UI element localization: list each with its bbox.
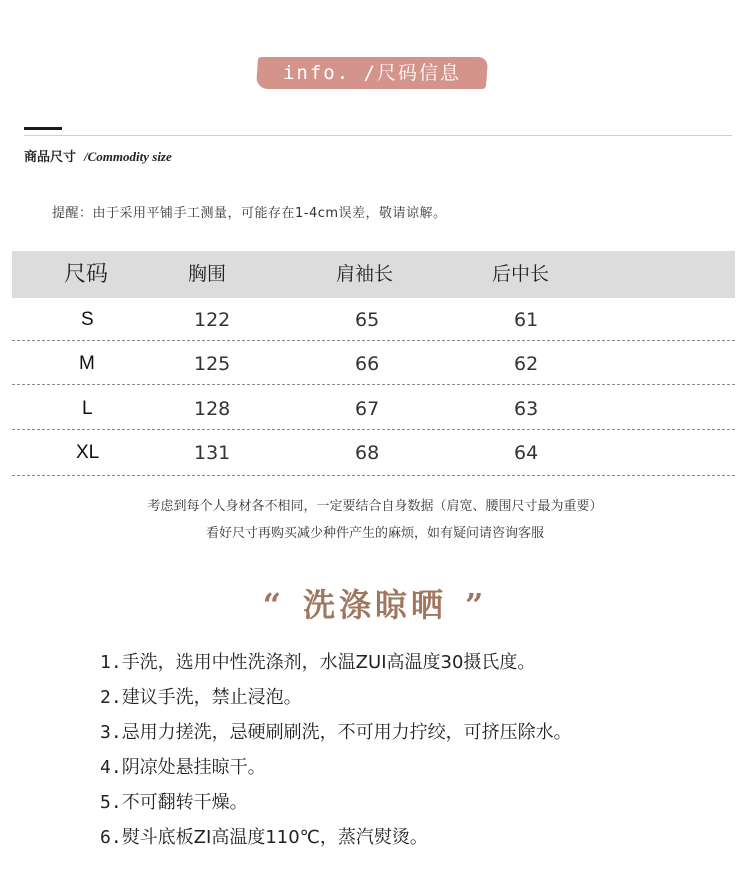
table-cell-sleeve: 68 <box>355 442 380 464</box>
divider <box>24 135 732 136</box>
section-label-en: /Commodity size <box>84 149 172 164</box>
table-cell-size: S <box>81 309 94 330</box>
table-cell-chest: 122 <box>194 309 231 331</box>
care-title-text: 洗涤晾晒 <box>302 586 447 624</box>
table-cell-chest: 131 <box>194 442 231 464</box>
care-item-text: 手洗，选用中性洗涤剂，水温ZUI高温度30摄氏度。 <box>121 652 536 673</box>
table-cell-sleeve: 66 <box>355 353 380 375</box>
care-item-number: 2. <box>100 687 122 708</box>
size-note-2: 看好尺寸再购买减少种件产生的麻烦，如有疑问请咨询客服 <box>205 526 544 541</box>
care-item <box>100 718 572 753</box>
row-divider <box>12 475 735 476</box>
table-cell-size: XL <box>76 442 100 463</box>
care-item <box>100 788 572 823</box>
care-title <box>0 580 750 626</box>
table-cell-length: 64 <box>514 442 539 464</box>
care-item-number: 1. <box>100 652 122 673</box>
row-divider <box>12 384 735 385</box>
care-item-number: 3. <box>100 722 122 743</box>
section-label <box>24 146 172 165</box>
table-header-sleeve: 肩袖长 <box>336 263 394 285</box>
care-item <box>100 753 572 788</box>
care-item <box>100 648 572 683</box>
table-cell-size: M <box>79 353 95 374</box>
table-cell-sleeve: 67 <box>355 398 380 420</box>
open-quote: “ <box>262 586 285 624</box>
close-quote: ” <box>465 586 488 624</box>
row-divider <box>12 340 735 341</box>
table-header-size: 尺码 <box>64 262 109 287</box>
care-item-text: 忌用力搓洗，忌硬刷刷洗，不可用力拧绞，可挤压除水。 <box>121 722 572 743</box>
table-cell-length: 63 <box>514 398 539 420</box>
table-cell-sleeve: 65 <box>355 309 380 331</box>
table-cell-chest: 128 <box>194 398 231 420</box>
care-item-number: 5. <box>100 792 122 813</box>
measurement-notice: 提醒：由于采用平铺手工测量，可能存在1-4cm误差，敬请谅解。 <box>52 206 447 221</box>
care-item <box>100 683 572 718</box>
header-banner-text: info. /尺码信息 <box>282 62 462 84</box>
care-item-text: 建议手洗，禁止浸泡。 <box>121 687 302 708</box>
row-divider <box>12 429 735 430</box>
care-item-number: 6. <box>100 827 122 848</box>
table-cell-size: L <box>82 398 93 419</box>
divider-accent <box>24 127 62 130</box>
care-item-text: 阴凉处悬挂晾干。 <box>121 757 266 778</box>
table-cell-chest: 125 <box>194 353 231 375</box>
care-item-text: 不可翻转干燥。 <box>121 792 248 813</box>
care-item-number: 4. <box>100 757 122 778</box>
table-header-length: 后中长 <box>492 263 550 285</box>
table-header-chest: 胸围 <box>188 263 227 285</box>
size-note-1: 考虑到每个人身材各不相同，一定要结合自身数据（肩宽、腰围尺寸最为重要） <box>147 499 603 514</box>
care-item-text: 熨斗底板ZI高温度110℃，蒸汽熨烫。 <box>121 827 428 848</box>
care-instructions <box>100 648 572 858</box>
section-label-cn: 商品尺寸 <box>24 150 77 165</box>
table-cell-length: 61 <box>514 309 539 331</box>
care-item <box>100 823 572 858</box>
table-cell-length: 62 <box>514 353 539 375</box>
